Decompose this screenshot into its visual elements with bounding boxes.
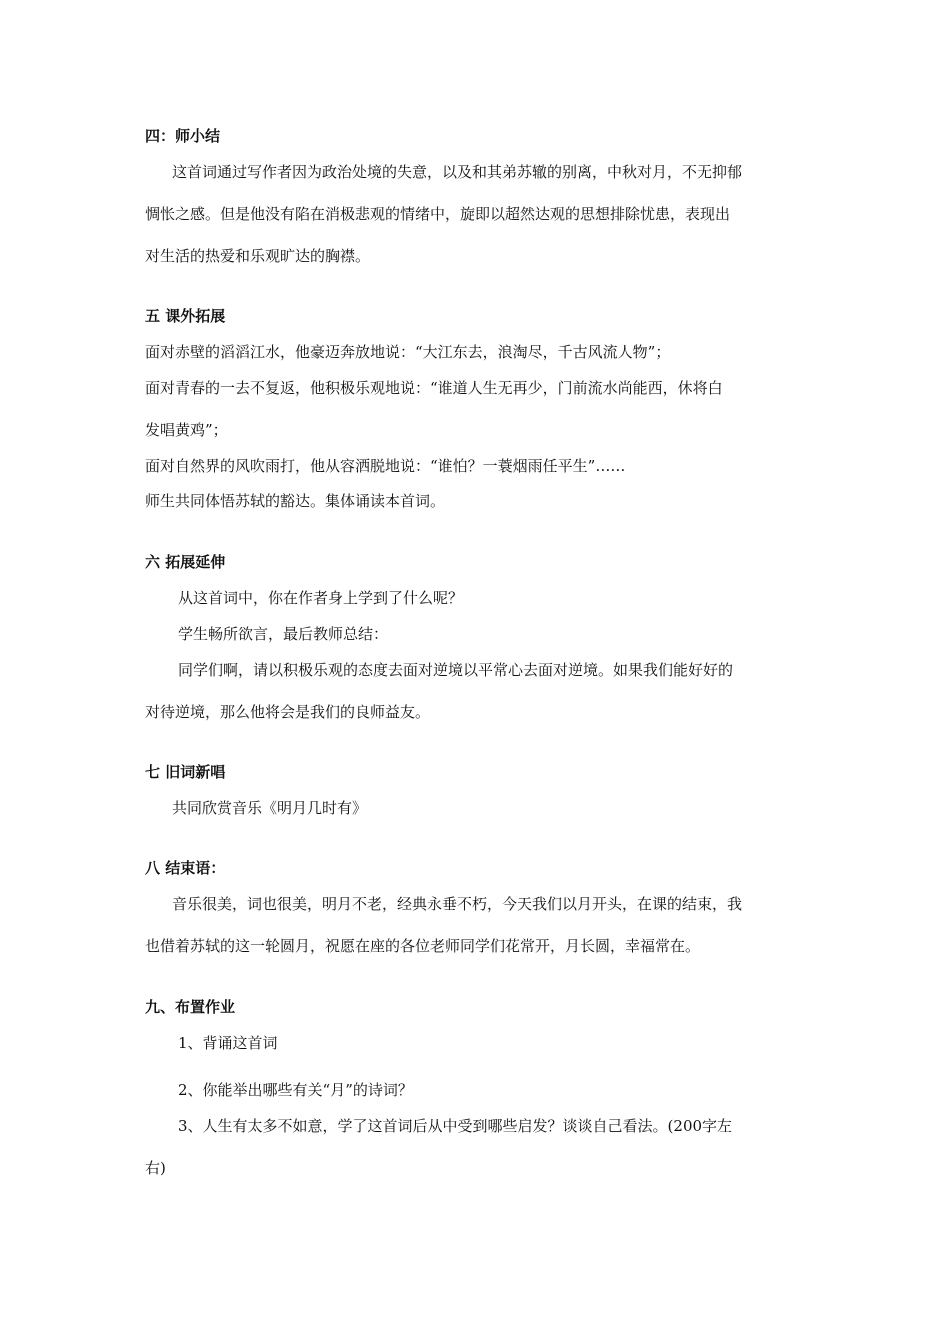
paragraph-line: 对待逆境，那么他将会是我们的良师益友。 xyxy=(145,703,431,721)
section-heading-new-song: 七 旧词新唱 xyxy=(145,763,226,781)
paragraph-line: 音乐很美，词也很美，明月不老，经典永垂不朽，今天我们以月开头，在课的结束，我 xyxy=(172,895,743,913)
paragraph-line: 师生共同体悟苏轼的豁达。集体诵读本首词。 xyxy=(145,492,446,510)
section-heading-homework: 九、布置作业 xyxy=(145,998,236,1016)
paragraph-line: 面对青春的一去不复返，他积极乐观地说：“谁道人生无再少，门前流水尚能西，休将白 xyxy=(145,379,723,397)
homework-item-continued: 右) xyxy=(145,1159,166,1177)
paragraph-line: 共同欣赏音乐《明月几时有》 xyxy=(172,799,368,817)
paragraph-line: 面对自然界的风吹雨打，他从容洒脱地说：“谁怕？一蓑烟雨任平生”…… xyxy=(145,457,626,475)
paragraph-line: 面对赤壁的滔滔江水，他豪迈奔放地说：“大江东去，浪淘尽，千古风流人物”； xyxy=(145,343,671,361)
section-heading-summary: 四：师小结 xyxy=(145,127,221,145)
paragraph-line: 对生活的热爱和乐观旷达的胸襟。 xyxy=(145,247,371,265)
paragraph-line: 这首词通过写作者因为政治处境的失意，以及和其弟苏辙的别离，中秋对月，不无抑郁 xyxy=(172,163,743,181)
section-heading-closing: 八 结束语： xyxy=(145,859,226,877)
paragraph-line: 学生畅所欲言，最后教师总结： xyxy=(178,625,389,643)
paragraph-line: 惆怅之感。但是他没有陷在消极悲观的情绪中，旋即以超然达观的思想排除忧患，表现出 xyxy=(145,205,731,223)
homework-item: 3、人生有太多不如意，学了这首词后从中受到哪些启发？谈谈自己看法。(200字左 xyxy=(178,1117,733,1135)
paragraph-line: 发唱黄鸡”； xyxy=(145,421,228,439)
homework-item: 1、背诵这首词 xyxy=(178,1034,278,1052)
paragraph-line: 同学们啊，请以积极乐观的态度去面对逆境以平常心去面对逆境。如果我们能好好的 xyxy=(178,661,734,679)
homework-item: 2、你能举出哪些有关“月”的诗词？ xyxy=(178,1081,413,1099)
section-heading-extension: 五 课外拓展 xyxy=(145,307,226,325)
paragraph-line: 从这首词中，你在作者身上学到了什么呢？ xyxy=(178,589,464,607)
paragraph-line: 也借着苏轼的这一轮圆月，祝愿在座的各位老师同学们花常开，月长圆，幸福常在。 xyxy=(145,937,701,955)
section-heading-expansion: 六 拓展延伸 xyxy=(145,553,226,571)
